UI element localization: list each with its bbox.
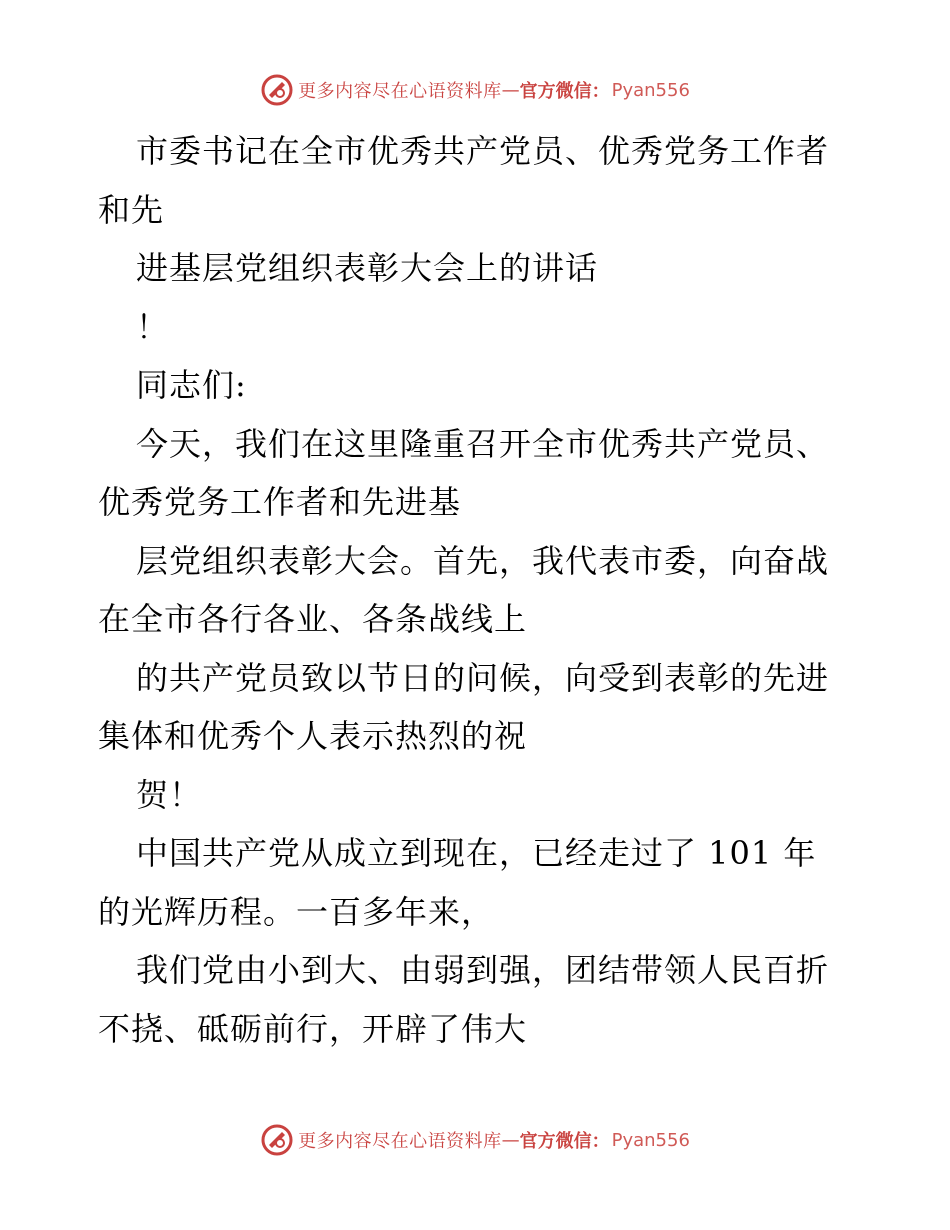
logo-icon bbox=[260, 73, 294, 107]
watermark-id: Pyan556 bbox=[611, 79, 690, 101]
text-line: 层党组织表彰大会。首先，我代表市委，向奋战 bbox=[136, 541, 830, 580]
watermark-text: 更多内容尽在心语资料库 bbox=[298, 81, 502, 102]
watermark-label: 官方微信： bbox=[519, 81, 610, 102]
text-line: 优秀党务工作者和先进基 bbox=[98, 483, 462, 521]
watermark-text: 更多内容尽在心语资料库 bbox=[298, 1131, 502, 1152]
text-line: 集体和优秀个人表示热烈的祝 bbox=[98, 717, 528, 755]
watermark-separator: — bbox=[501, 1129, 520, 1151]
text-line: 今天，我们在这里隆重召开全市优秀共产党员、 bbox=[136, 424, 830, 463]
text-line: 中国共产党从成立到现在，已经走过了 101 年 bbox=[136, 834, 817, 872]
text-line: 的共产党员致以节日的问候，向受到表彰的先进 bbox=[136, 658, 830, 697]
text-line: 在全市各行各业、各条战线上 bbox=[98, 600, 528, 638]
watermark-separator: — bbox=[501, 79, 520, 101]
footer-watermark bbox=[0, 1120, 950, 1160]
text-line: 贺！ bbox=[136, 775, 203, 814]
text-line: 和先 bbox=[98, 190, 165, 229]
text-line: 的光辉历程。一百多年来， bbox=[98, 892, 495, 931]
watermark-id: Pyan556 bbox=[611, 1129, 690, 1151]
logo-icon bbox=[260, 1123, 294, 1157]
watermark-label: 官方微信： bbox=[519, 1131, 610, 1152]
text-line: 不挠、砥砺前行，开辟了伟大 bbox=[98, 1009, 528, 1048]
text-line: ！ bbox=[136, 307, 170, 346]
text-line: 同志们: bbox=[136, 366, 247, 404]
text-line: 进基层党组织表彰大会上的讲话 bbox=[136, 249, 599, 287]
header-watermark bbox=[0, 70, 950, 110]
text-line: 我们党由小到大、由弱到强，团结带领人民百折 bbox=[136, 951, 830, 989]
text-line: 市委书记在全市优秀共产党员、优秀党务工作者 bbox=[136, 132, 830, 170]
document-body bbox=[98, 122, 858, 1058]
